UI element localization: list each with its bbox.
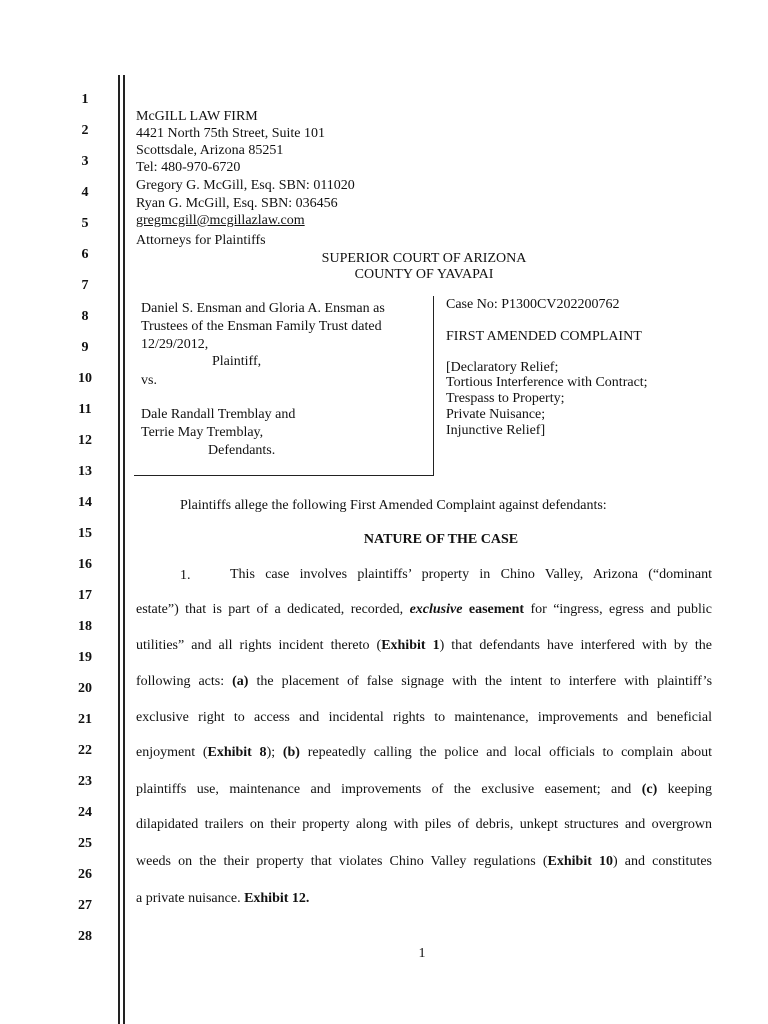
line-number: 23 — [78, 774, 92, 789]
section-heading: NATURE OF THE CASE — [363, 532, 519, 547]
line-number: 26 — [78, 867, 92, 882]
line-number: 21 — [78, 712, 92, 727]
defendant-line-2: Terrie May Tremblay, — [141, 425, 264, 440]
caption-divider-horizontal — [134, 475, 434, 476]
court-county: COUNTY OF YAVAPAI — [354, 267, 494, 282]
relief-line-2: Tortious Interference with Contract; — [446, 375, 648, 390]
line-number: 6 — [81, 247, 89, 262]
attorney-2: Ryan G. McGill, Esq. SBN: 036456 — [136, 196, 338, 211]
line-number: 19 — [78, 650, 92, 665]
line-number: 17 — [78, 588, 92, 603]
paragraph-1-line-4: following acts: (a) the placement of false signage with the intent to interfere with plaintiff’s — [136, 674, 713, 689]
paragraph-1-line-7: plaintiffs use, maintenance and improvements of the exclusive easement; and (c) keeping — [136, 782, 712, 797]
line-number: 4 — [81, 185, 89, 200]
line-number: 1 — [81, 92, 89, 107]
plaintiff-line-2: Trustees of the Ensman Family Trust dated — [141, 319, 382, 334]
line-number: 27 — [78, 898, 92, 913]
line-number: 28 — [78, 929, 92, 944]
paragraph-1-line-1: This case involves plaintiffs’ property in Chino Valley, Arizona (“dominant — [230, 567, 712, 582]
line-number: 22 — [78, 743, 92, 758]
line-number: 11 — [78, 402, 92, 417]
line-number: 24 — [78, 805, 92, 820]
exhibit-ref: Exhibit 12. — [244, 891, 310, 906]
paragraph-1-line-5: exclusive right to access and incidental rights to maintenance, improvements and beneficial — [136, 710, 712, 725]
relief-line-3: Trespass to Property; — [446, 391, 565, 406]
caption-divider-vertical — [433, 296, 434, 476]
line-number: 18 — [78, 619, 92, 634]
page-number: 1 — [418, 946, 426, 961]
attorneys-for: Attorneys for Plaintiffs — [136, 233, 266, 248]
line-number: 25 — [78, 836, 92, 851]
line-number: 10 — [78, 371, 92, 386]
paragraph-1-line-8: dilapidated trailers on their property along with piles of debris, unkept structures and overgrown — [136, 817, 712, 832]
relief-line-1: [Declaratory Relief; — [446, 360, 559, 375]
line-number: 9 — [81, 340, 89, 355]
left-margin-rule-inner — [123, 75, 125, 1024]
line-number: 14 — [78, 495, 92, 510]
firm-address-line2: Scottsdale, Arizona 85251 — [136, 143, 284, 158]
exhibit-ref: Exhibit 8 — [207, 745, 267, 760]
relief-line-5: Injunctive Relief] — [446, 423, 546, 438]
line-number: 8 — [81, 309, 89, 324]
paragraph-1-line-6: enjoyment (Exhibit 8); (b) repeatedly calling the police and local officials to complain about — [136, 745, 712, 760]
attorney-1: Gregory G. McGill, Esq. SBN: 011020 — [136, 178, 355, 193]
exhibit-ref: Exhibit 10 — [547, 854, 613, 869]
versus: vs. — [141, 373, 157, 388]
exhibit-ref: Exhibit 1 — [381, 638, 440, 653]
line-number: 15 — [78, 526, 92, 541]
line-number: 12 — [78, 433, 92, 448]
plaintiff-role: Plaintiff, — [212, 354, 262, 369]
attorney-email[interactable] — [136, 212, 305, 229]
defendant-line-1: Dale Randall Tremblay and — [141, 407, 296, 422]
line-number: 7 — [81, 278, 89, 293]
emphasis-exclusive: exclusive — [409, 602, 463, 617]
paragraph-number: 1. — [180, 568, 191, 583]
line-number: 16 — [78, 557, 92, 572]
line-number: 20 — [78, 681, 92, 696]
firm-address-line1: 4421 North 75th Street, Suite 101 — [136, 126, 325, 141]
paragraph-1-line-2: estate”) that is part of a dedicated, recorded, exclusive easement for “ingress, egress and public — [136, 602, 712, 617]
plaintiff-line-1: Daniel S. Ensman and Gloria A. Ensman as — [141, 301, 385, 316]
case-number: Case No: P1300CV202200762 — [446, 297, 620, 312]
left-margin-rule-outer — [118, 75, 120, 1024]
intro-sentence: Plaintiffs allege the following First Amended Complaint against defendants: — [180, 498, 607, 513]
document-title: FIRST AMENDED COMPLAINT — [446, 329, 642, 344]
line-number: 3 — [81, 154, 89, 169]
relief-line-4: Private Nuisance; — [446, 407, 546, 422]
paragraph-1-line-3: utilities” and all rights incident thereto (Exhibit 1) that defendants have interfered with by the — [136, 638, 712, 653]
defendant-role: Defendants. — [208, 443, 276, 458]
email-link[interactable]: gregmcgill@mcgillazlaw.com — [136, 213, 305, 228]
firm-name: McGILL LAW FIRM — [136, 109, 258, 124]
line-number: 2 — [81, 123, 89, 138]
paragraph-1-line-9: weeds on the their property that violates Chino Valley regulations (Exhibit 10) and constitutes — [136, 854, 712, 869]
line-number: 5 — [81, 216, 89, 231]
plaintiff-line-3: 12/29/2012, — [141, 337, 209, 352]
court-name: SUPERIOR COURT OF ARIZONA — [321, 251, 527, 266]
line-number: 13 — [78, 464, 92, 479]
firm-telephone: Tel: 480-970-6720 — [136, 160, 241, 175]
paragraph-1-line-10: a private nuisance. Exhibit 12. — [136, 891, 310, 906]
